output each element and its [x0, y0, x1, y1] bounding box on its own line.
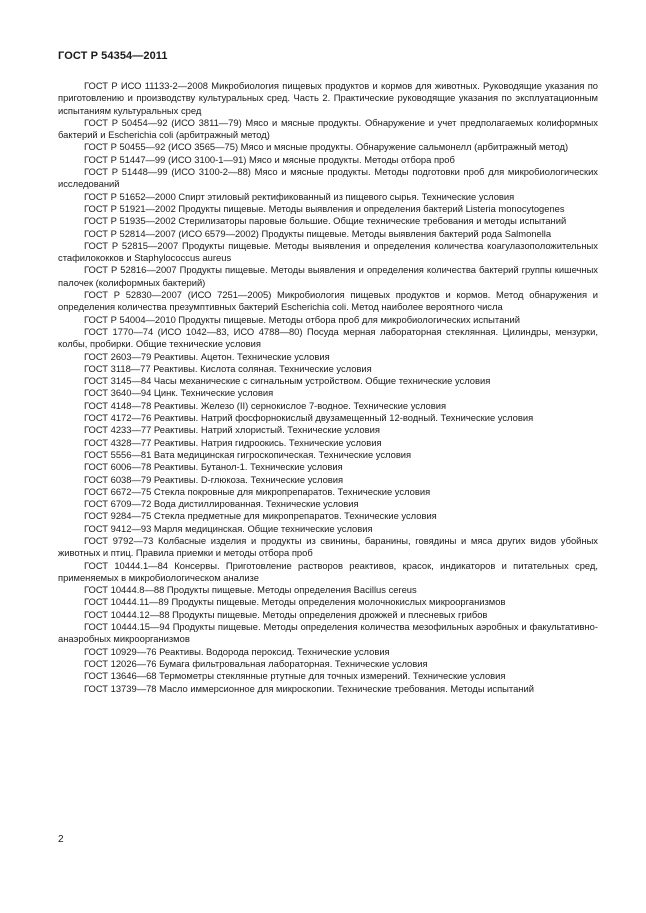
page-number: 2 — [58, 834, 64, 845]
reference-item: ГОСТ Р 54004—2010 Продукты пищевые. Методы отбора проб для микробиологических испытаний — [84, 313, 520, 325]
reference-item: ГОСТ 3640—94 Цинк. Технические условия — [84, 387, 274, 399]
reference-item: ГОСТ 10444.1—84 Консервы. Приготовление растворов реактивов, красок, индикаторов и питательных сред, применяемых в микробиологическом анализе — [58, 559, 598, 583]
reference-item: ГОСТ 5556—81 Вата медицинская гигроскопическая. Технические условия — [84, 448, 412, 460]
reference-item: ГОСТ 9284—75 Стекла предметные для микропрепаратов. Технические условия — [84, 510, 437, 522]
reference-item: ГОСТ Р 51447—99 (ИСО 3100-1—91) Мясо и мясные продукты. Методы отбора проб — [84, 153, 455, 165]
reference-item: ГОСТ 4172—76 Реактивы. Натрий фосфорнокислый двузамещенный 12-водный. Технические условия — [84, 412, 534, 424]
reference-item: ГОСТ Р 51448—99 (ИСО 3100-2—88) Мясо и мясные продукты. Методы подготовки проб для микробиологических исследований — [58, 166, 598, 190]
reference-item: ГОСТ 6709—72 Вода дистиллированная. Технические условия — [84, 498, 359, 510]
reference-item: ГОСТ Р 50454—92 (ИСО 3811—79) Мясо и мясные продукты. Обнаружение и учет предполагаемых колиформных бактерий и Escherichia coli (арбитражный метод) — [58, 116, 598, 141]
reference-item: ГОСТ Р 51921—2002 Продукты пищевые. Методы выявления и определения бактерий Listeria monocytogenes — [84, 202, 565, 214]
reference-item: ГОСТ 4328—77 Реактивы. Натрия гидроокись. Технические условия — [84, 436, 382, 448]
reference-item: ГОСТ 9792—73 Колбасные изделия и продукты из свинины, баранины, говядины и мяса других видов убойных животных и птиц. Правила приемки и методы отбора проб — [58, 534, 598, 559]
reference-item: ГОСТ 3145—84 Часы механические с сигнальным устройством. Общие технические условия — [84, 375, 491, 387]
reference-item: ГОСТ 6672—75 Стекла покровные для микропрепаратов. Технические условия — [84, 485, 431, 497]
reference-item: ГОСТ Р 52830—2007 (ИСО 7251—2005) Микробиология пищевых продуктов и кормов. Метод обнаружения и определения количества презумптивных бактерий Escherichia coli. Метод наиболее вероятного числа — [58, 289, 598, 313]
reference-item: ГОСТ 4148—78 Реактивы. Железо (II) сернокислое 7-водное. Технические условия — [84, 399, 447, 411]
reference-item: ГОСТ 12026—76 Бумага фильтровальная лабораторная. Технические условия — [84, 657, 428, 669]
reference-item: ГОСТ 10444.15—94 Продукты пищевые. Методы определения количества мезофильных аэробных и факультативно-анаэробных микроорганизмов — [58, 621, 598, 645]
reference-item: ГОСТ 13646—68 Термометры стеклянные ртутные для точных измерений. Технические условия — [84, 670, 506, 682]
reference-item: ГОСТ 9412—93 Марля медицинская. Общие технические условия — [84, 522, 373, 534]
references-list — [58, 80, 598, 695]
reference-item: ГОСТ 2603—79 Реактивы. Ацетон. Технические условия — [84, 350, 330, 362]
reference-item: ГОСТ 6038—79 Реактивы. D-глюкоза. Технические условия — [84, 473, 344, 485]
reference-item: ГОСТ 10444.8—88 Продукты пищевые. Методы определения Bacillus cereus — [84, 584, 417, 596]
reference-item: ГОСТ 10444.11—89 Продукты пищевые. Методы определения молочнокислых микроорганизмов — [84, 596, 506, 608]
reference-item: ГОСТ Р 52814—2007 (ИСО 6579—2002) Продукты пищевые. Методы выявления бактерий рода Salmonella — [84, 227, 552, 239]
reference-item: ГОСТ 10444.12—88 Продукты пищевые. Методы определения дрожжей и плесневых грибов — [84, 608, 488, 620]
reference-item: ГОСТ Р 51935—2002 Стерилизаторы паровые большие. Общие технические требования и методы испытаний — [84, 215, 567, 227]
reference-item: ГОСТ 1770—74 (ИСО 1042—83, ИСО 4788—80) Посуда мерная лабораторная стеклянная. Цилиндры, мензурки, колбы, пробирки. Общие технические условия — [58, 325, 598, 350]
reference-item: ГОСТ Р 51652—2000 Спирт этиловый ректификованный из пищевого сырья. Технические условия — [84, 190, 515, 202]
reference-item: ГОСТ Р 52816—2007 Продукты пищевые. Методы выявления и определения количества бактерий группы кишечных палочек (колиформных бактерий) — [58, 264, 598, 288]
reference-item: ГОСТ 4233—77 Реактивы. Натрий хлористый. Технические условия — [84, 424, 380, 436]
reference-item: ГОСТ 13739—78 Масло иммерсионное для микроскопии. Технические требования. Методы испытаний — [84, 682, 534, 694]
reference-item: ГОСТ Р 50455—92 (ИСО 3565—75) Мясо и мясные продукты. Обнаружение сальмонелл (арбитражный метод) — [84, 141, 569, 153]
reference-item: ГОСТ 6006—78 Реактивы. Бутанол-1. Технические условия — [84, 461, 343, 473]
reference-item: ГОСТ Р 52815—2007 Продукты пищевые. Методы выявления и определения количества коагулазоположительных стафилококков и Staphylococcus aureus — [58, 239, 598, 264]
reference-item: ГОСТ 10929—76 Реактивы. Водорода пероксид. Технические условия — [84, 645, 390, 657]
reference-item: ГОСТ 3118—77 Реактивы. Кислота соляная. Технические условия — [84, 362, 372, 374]
document-header: ГОСТ Р 54354—2011 — [58, 50, 168, 62]
reference-item: ГОСТ Р ИСО 11133-2—2008 Микробиология пищевых продуктов и кормов для животных. Руководящие указания по приготовлению и производству культуральных сред. Часть 2. Практические руководящие указания по эксплуатационным испытаниям культуральных сред — [58, 80, 598, 116]
